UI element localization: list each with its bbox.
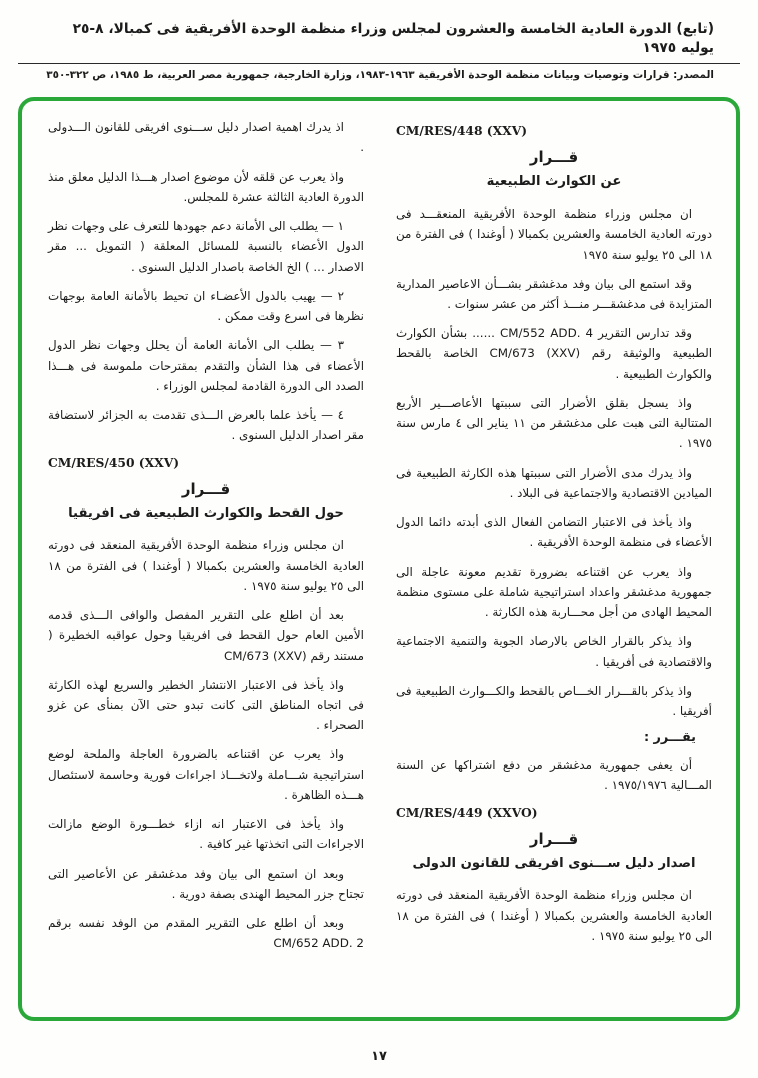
paragraph: اذ يدرك اهمية اصدار دليل ســـنوى افريقى للقانون الـــدولى .	[48, 120, 364, 155]
paragraph: وبعد ان استمع الى بيان وفد مدغشقر عن الأعاصير التى تجتاح جزر المحيط الهندى بصفة دورية .	[48, 866, 364, 901]
paragraph: واذ يعرب عن قلقه لأن موضوع اصدار هـــذا الدليل معلق منذ الدورة العادية الثالثة عشرة للمجلس.	[48, 169, 364, 204]
paragraph: وقد استمع الى بيان وفد مدغشقر بشـــأن الاعاصير المدارية المتزايدة فى مدغشقـــر منـــذ أكثر من عشر سنوات .	[396, 276, 712, 311]
paragraph: ان مجلس وزراء منظمة الوحدة الأفريقية المنعقد فى دورته العادية الخامسة والعشرين بكمبالا ( أوغندا ) فى الفترة من ١٨ الى ٢٥ يوليو سنة ١٩٧٥ .	[48, 538, 364, 593]
resolution-subtitle: اصدار دليل ســـنوى افريقى للقانون الدولى	[412, 855, 696, 871]
header-divider	[18, 63, 740, 64]
page-number: ١٧	[371, 1049, 387, 1064]
paragraph: واذ يأخذ فى الاعتبار انه ازاء خطـــورة الوضع مازالت الاجراءات التى اتخذتها غير كافية .	[48, 817, 364, 852]
paragraph: ان مجلس وزراء منظمة الوحدة الأفريقية المنعقـــد فى دورته العادية الخامسة والعشرين بكمبالا ( أوغندا ) فى الفترة من ١٨ الى ٢٥ يوليو سنة ١٩٧٥	[396, 207, 712, 262]
resolution-title: قـــرار	[529, 829, 579, 848]
resolution-subtitle: حول القحط والكوارث الطبيعية فى افريقيا	[68, 505, 344, 521]
column-left	[48, 117, 364, 1001]
paragraph: واذ يأخذ فى الاعتبار التضامن الفعال الذى أبدته دائما الدول الأعضاء فى منظمة الوحدة الأفريقية .	[396, 515, 712, 550]
resolution-ref: CM/RES/448 (XXV)	[396, 123, 528, 139]
paragraph: واذ يسجل بقلق الأضرار التى سببتها الأعاصـــير الأربع المتتالية التى هبت على مدغشقر من ١١ يناير الى ٤ مارس سنة ١٩٧٥ .	[396, 395, 712, 451]
numbered-item: ١ — يطلب الى الأمانة دعم جهودها للتعرف على وجهات نظر الدول الأعضاء بالنسبة للمسائل المعلقة ( التمويل ... مقر الاصدار ... ) الخ الخاصة باصدار الدليل السنوى .	[48, 219, 364, 274]
resolution-ref: CM/RES/450 (XXV)	[48, 454, 180, 470]
resolution-subtitle: عن الكوارث الطبيعية	[486, 174, 622, 190]
paragraph: واذ يعرب عن اقتناعه بالضرورة العاجلة والملحة لوضع استراتيجية شـــاملة ولاتخـــاذ اجراءات فورية وحاسمة لاستئصال هـــذه الظاهرة .	[48, 747, 364, 802]
page-header	[0, 0, 758, 81]
paragraph: واذ يذكر بالقـــرار الخـــاص بالقحط والكـــوارث الطبيعية فى أفريقيا .	[396, 683, 712, 718]
resolution-title: قـــرار	[181, 479, 231, 498]
source-line: المصدر: قرارات وتوصيات وبيانات منظمة الوحدة الأفريقية ١٩٦٣-١٩٨٣، وزارة الخارجية، جمهورية مصر العربية، ط ١٩٨٥، ص ٣٢٢-٣٥٠	[46, 69, 714, 82]
content-frame	[18, 97, 740, 1021]
decree-word: يقـــرر :	[643, 730, 696, 746]
column-right	[396, 117, 712, 1001]
paragraph: بعد أن اطلع على التقرير المفصل والوافى الـــذى قدمه الأمين العام حول القحط فى افريقيا وحول عواقبه الخطيرة ( مستند رقم CM/673 (XXV)	[48, 608, 364, 663]
session-title: (تابع) الدورة العادية الخامسة والعشرون لمجلس وزراء منظمة الوحدة الأفريقية فى كمبالا، ٨-٢٥ يوليه ١٩٧٥	[72, 21, 714, 56]
paragraph: واذ يأخذ فى الاعتبار الانتشار الخطير والسريع لهذه الكارثة فى اتجاه المناطق التى كانت تبدو حتى الآن بمنأى عن غزو الصحراء .	[48, 677, 364, 733]
numbered-item: ٢ — يهيب بالدول الأعضـاء ان تحيط بالأمانة العامة بوجهات نظرها فى اسرع وقت ممكن .	[48, 288, 364, 324]
paragraph: وبعد أن اطلع على التقرير المقدم من الوفد نفسه برقم CM/652 ADD. 2	[48, 916, 364, 951]
paragraph: أن يعفى جمهورية مدغشقر من دفع اشتراكها عن السنة المـــالية ١٩٧٥/١٩٧٦ .	[396, 758, 712, 793]
resolution-ref: CM/RES/449 (XXVO)	[396, 804, 538, 820]
paragraph: ان مجلس وزراء منظمة الوحدة الأفريقية المنعقد فى دورته العادية الخامسة والعشرين بكمبالا ( أوغندا ) فى الفترة من ١٨ الى ٢٥ يوليو سنة ١٩٧٥ .	[396, 888, 712, 943]
paragraph: واذ يعرب عن اقتناعه بضرورة تقديم معونة عاجلة الى جمهورية مدغشقر واعداد استراتيجية شاملة على مستوى منظمة المحيط الهادى من أجل محـــاربة هذه الكارثة .	[396, 564, 712, 620]
numbered-item: ٣ — يطلب الى الأمانة العامة أن يحلل وجهات نظر الدول الأعضاء فى هذا الشأن والتقدم بمقترحات ملموسة فى هـــذا الصدد الى الدورة القادمة لمجلس الوزراء .	[48, 338, 364, 393]
paragraph: واذ يدرك مدى الأضرار التى سببتها هذه الكارثة الطبيعية فى الميادين الاقتصادية والاجتماعية فى البلاد .	[396, 465, 712, 500]
paragraph: وقد تدارس التقرير CM/552 ADD. 4 ...... بشأن الكوارث الطبيعية والوثيقة رقم CM/673 (XXV) الخاصة بالقحط والكوارث الطبيعية .	[396, 326, 712, 381]
paragraph: واذ يذكر بالقرار الخاص بالارصاد الجوية والتنمية الاجتماعية والاقتصادية فى أفريقيا .	[396, 634, 712, 669]
resolution-title: قـــرار	[529, 148, 579, 167]
numbered-item: ٤ — يأخذ علما بالعرض الـــذى تقدمت به الجزائر لاستضافة مقر اصدار الدليل السنوى .	[48, 408, 364, 443]
